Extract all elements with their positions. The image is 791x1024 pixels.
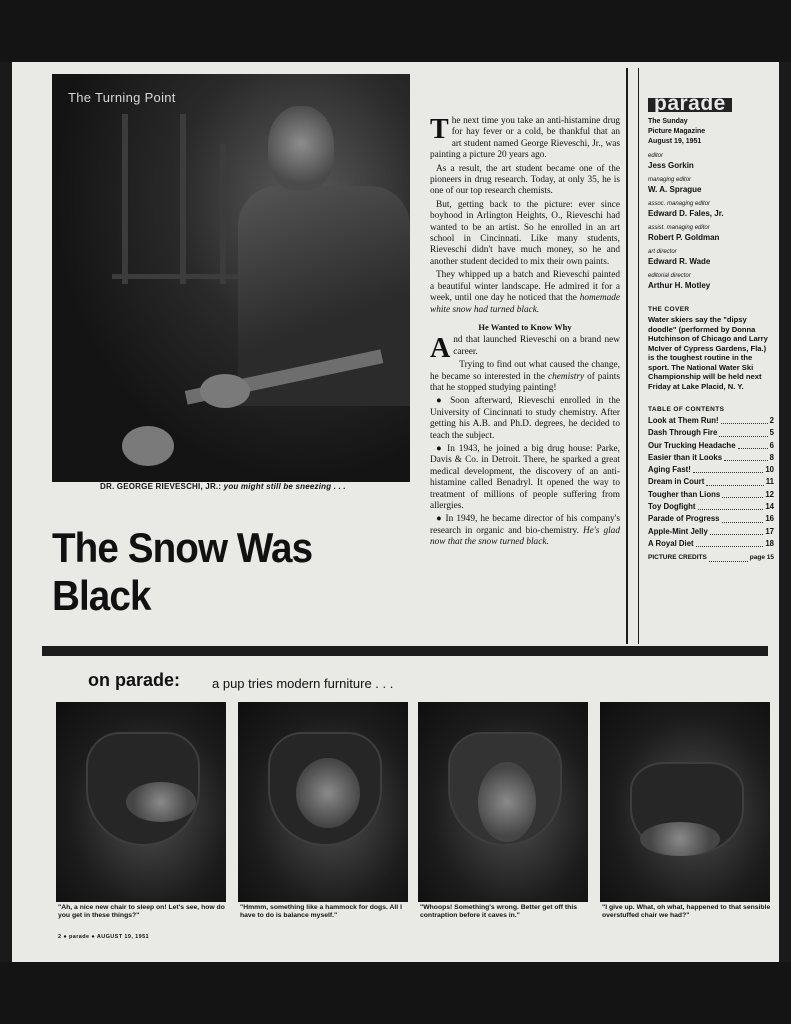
issue-date: August 19, 1951 [648, 138, 702, 145]
section-rule [42, 646, 768, 656]
pup-photo-4 [600, 702, 770, 902]
article-paragraph: nd that launched Rieveschi on a brand new career. [453, 335, 620, 357]
pup-photo-3 [418, 702, 588, 902]
toc-entry [648, 415, 774, 427]
column-divider [626, 68, 628, 644]
article-paragraph: ● In 1943, he joined a big drug house: Parke, Davis & Co. in Detroit. There, he sparked a great medical development, the discovery of an anti-histamine called Benadryl. It opened the way to treatment of millions of people suffering from allergies. [430, 443, 620, 511]
toc-page: 14 [765, 502, 774, 512]
pup-caption-1: "Ah, a nice new chair to sleep on! Let's see, how do you get in these things?" [58, 904, 225, 920]
toc-page: 17 [765, 526, 774, 536]
dog-shape [640, 822, 720, 856]
toc-title: TABLE OF CONTENTS [648, 406, 725, 413]
staff-name: Jess Gorkin [648, 161, 694, 170]
staff-name: W. A. Sprague [648, 185, 702, 194]
toc-label: Tougher than Lions [648, 489, 721, 499]
leader-dots [721, 415, 768, 424]
on-parade-title: on parade: [88, 670, 181, 690]
staff-role: assist. managing editor [648, 225, 710, 231]
credits-label: PICTURE CREDITS [648, 554, 707, 562]
toc-label: Parade of Progress [648, 514, 720, 524]
article-text: ● In 1949, he became director of his company's research in organic and bio-chemistry. [430, 514, 620, 536]
staff-role: editorial director [648, 273, 691, 279]
article-text: of paints that he stopped studying painting! [430, 371, 620, 393]
portrait-hand [200, 374, 250, 408]
shelf-post [122, 114, 128, 284]
toc-entry [648, 476, 774, 488]
leader-dots [710, 526, 764, 535]
pup-caption-4: "I give up. What, oh what, happened to that sensible overstuffed chair we had?" [602, 904, 771, 920]
toc-page: 12 [765, 489, 774, 499]
article-paragraph [430, 270, 620, 316]
cover-description: Water skiers say the "dipsy doodle" (performed by Donna Hutchinson of Chicago and Larry McIver of Cypress Gardens, Fla.) is the toughest routine in the sport. The National Water Ski Championship will be held next Friday at Lake Placid, N. Y. [648, 315, 768, 391]
toc-page: 5 [769, 428, 774, 438]
portrait-head [268, 106, 334, 190]
article-emphasis: chemistry [547, 371, 585, 382]
staff-role: managing editor [648, 177, 692, 183]
toc-label: Dream in Court [648, 477, 705, 487]
article-text: They whipped up a batch and Rieveschi painted a beautiful winter landscape. He admired it for a week, until one day he noticed that the [430, 270, 620, 304]
magazine-page [12, 62, 779, 962]
toc-label: Toy Dogfight [648, 502, 696, 512]
on-parade-subtitle: a pup tries modern furniture . . . [212, 676, 394, 691]
article-paragraph: But, getting back to the picture: ever since boyhood in Arlington Heights, O., Rieveschi had wanted to be an artist. So he enrolled in an art school in Cincinnati. Like many students, Rieveschi didn't have much money, so he and another student decided to mix their own paints. [430, 199, 620, 267]
toc-page: 18 [765, 538, 774, 548]
dog-shape [478, 762, 536, 842]
pup-caption-3: "Whoops! Something's wrong. Better get off this contraption before it caves in." [420, 904, 578, 920]
leader-dots [722, 513, 764, 522]
leader-dots [719, 427, 767, 436]
toc-entry [648, 501, 774, 513]
leader-dots [724, 452, 768, 461]
table-of-contents [648, 415, 774, 550]
toc-page: 11 [765, 477, 774, 487]
column-divider [638, 68, 639, 644]
leader-dots [722, 489, 763, 498]
article-body [430, 116, 620, 551]
staff-list [648, 151, 774, 291]
toc-page: 10 [765, 465, 774, 475]
toc-entry [648, 489, 774, 501]
article-emphasis: He's glad now that the snow turned black. [430, 525, 620, 548]
toc-entry [648, 452, 774, 464]
article-text: Trying to find out what caused the change, he became so interested in the [430, 360, 620, 382]
article-paragraph: ● Soon afterward, Rieveschi enrolled in the University of Cincinnati to study chemistry. After getting his A.B. and Ph.D. degrees, he decided to teach the subject. [430, 396, 620, 441]
top-scan-border [0, 0, 791, 62]
leader-dots [709, 552, 748, 561]
photo-kicker: The Turning Point [68, 90, 176, 105]
portrait-hand [122, 426, 174, 466]
toc-page: 2 [769, 416, 774, 425]
issue-line: The Sunday [648, 118, 688, 125]
toc-label: Easier than it Looks [648, 452, 723, 462]
toc-label: Dash Through Fire [648, 428, 718, 438]
article-paragraph [430, 514, 620, 548]
toc-label: Apple-Mint Jelly [648, 526, 708, 536]
staff-role: editor [648, 153, 664, 159]
hero-photo [52, 74, 410, 482]
toc-entry [648, 513, 774, 525]
toc-label: Our Trucking Headache [648, 440, 736, 450]
toc-label: A Royal Diet [648, 538, 694, 548]
bottom-scan-border [0, 962, 791, 1024]
staff-name: Arthur H. Motley [648, 281, 711, 290]
toc-entry [648, 440, 774, 452]
toc-entry [648, 538, 774, 550]
staff-name: Robert P. Goldman [648, 233, 720, 242]
staff-name: Edward R. Wade [648, 257, 711, 266]
toc-page: 16 [765, 514, 774, 524]
article-emphasis: homemade white snow had turned black. [430, 293, 620, 315]
masthead-sidebar [648, 92, 774, 565]
toc-entry [648, 464, 774, 476]
article-paragraph: he next time you take an anti-histamine drug for hay fever or a cold, be thankful that an art student named George Rieveschi, Jr., was painting a picture 20 years ago. [430, 116, 620, 161]
leader-dots [738, 440, 768, 449]
drop-cap: A [430, 333, 451, 365]
pup-caption-2: "Hmmm, something like a hammock for dogs. All I have to do is balance myself." [240, 904, 402, 920]
issue-line: Picture Magazine [648, 128, 706, 135]
page-footer: 2 ● parade ● AUGUST 19, 1951 [58, 934, 150, 940]
article-headline: The Snow Was Black [52, 524, 313, 619]
shelf-post [180, 114, 186, 284]
photo-caption [100, 482, 346, 491]
article-paragraph: As a result, the art student became one of the pioneers in drug research. Today, at only 35, he is one of our top research chemists. [430, 163, 620, 197]
shelf-post [220, 144, 226, 284]
pup-photo-1 [56, 702, 226, 902]
dog-shape [126, 782, 196, 822]
toc-entry [648, 526, 774, 538]
toc-entry [648, 427, 774, 439]
leader-dots [696, 538, 764, 547]
toc-label: Look at Them Run! [648, 416, 719, 425]
dog-shape [296, 758, 360, 828]
staff-role: art director [648, 249, 677, 255]
leader-dots [693, 464, 763, 473]
article-paragraph [430, 360, 620, 394]
cover-title: THE COVER [648, 306, 690, 313]
article-subhead: He Wanted to Know Why [478, 321, 572, 332]
credits-page: page 15 [749, 554, 774, 562]
drop-cap: T [430, 114, 449, 145]
toc-page: 6 [769, 440, 774, 450]
pup-photo-2 [238, 702, 408, 902]
leader-dots [698, 501, 764, 510]
leader-dots [706, 476, 763, 485]
staff-name: Edward D. Fales, Jr. [648, 209, 724, 218]
staff-role: assoc. managing editor [648, 201, 711, 207]
caption-text: you might still be sneezing . . . [223, 482, 346, 491]
caption-name: DR. GEORGE RIEVESCHI, JR.: [100, 482, 222, 491]
picture-credits [648, 552, 774, 564]
toc-page: 8 [769, 452, 774, 462]
shelf-board [112, 274, 252, 279]
toc-label: Aging Fast! [648, 465, 691, 475]
parade-masthead: parade [648, 98, 732, 112]
